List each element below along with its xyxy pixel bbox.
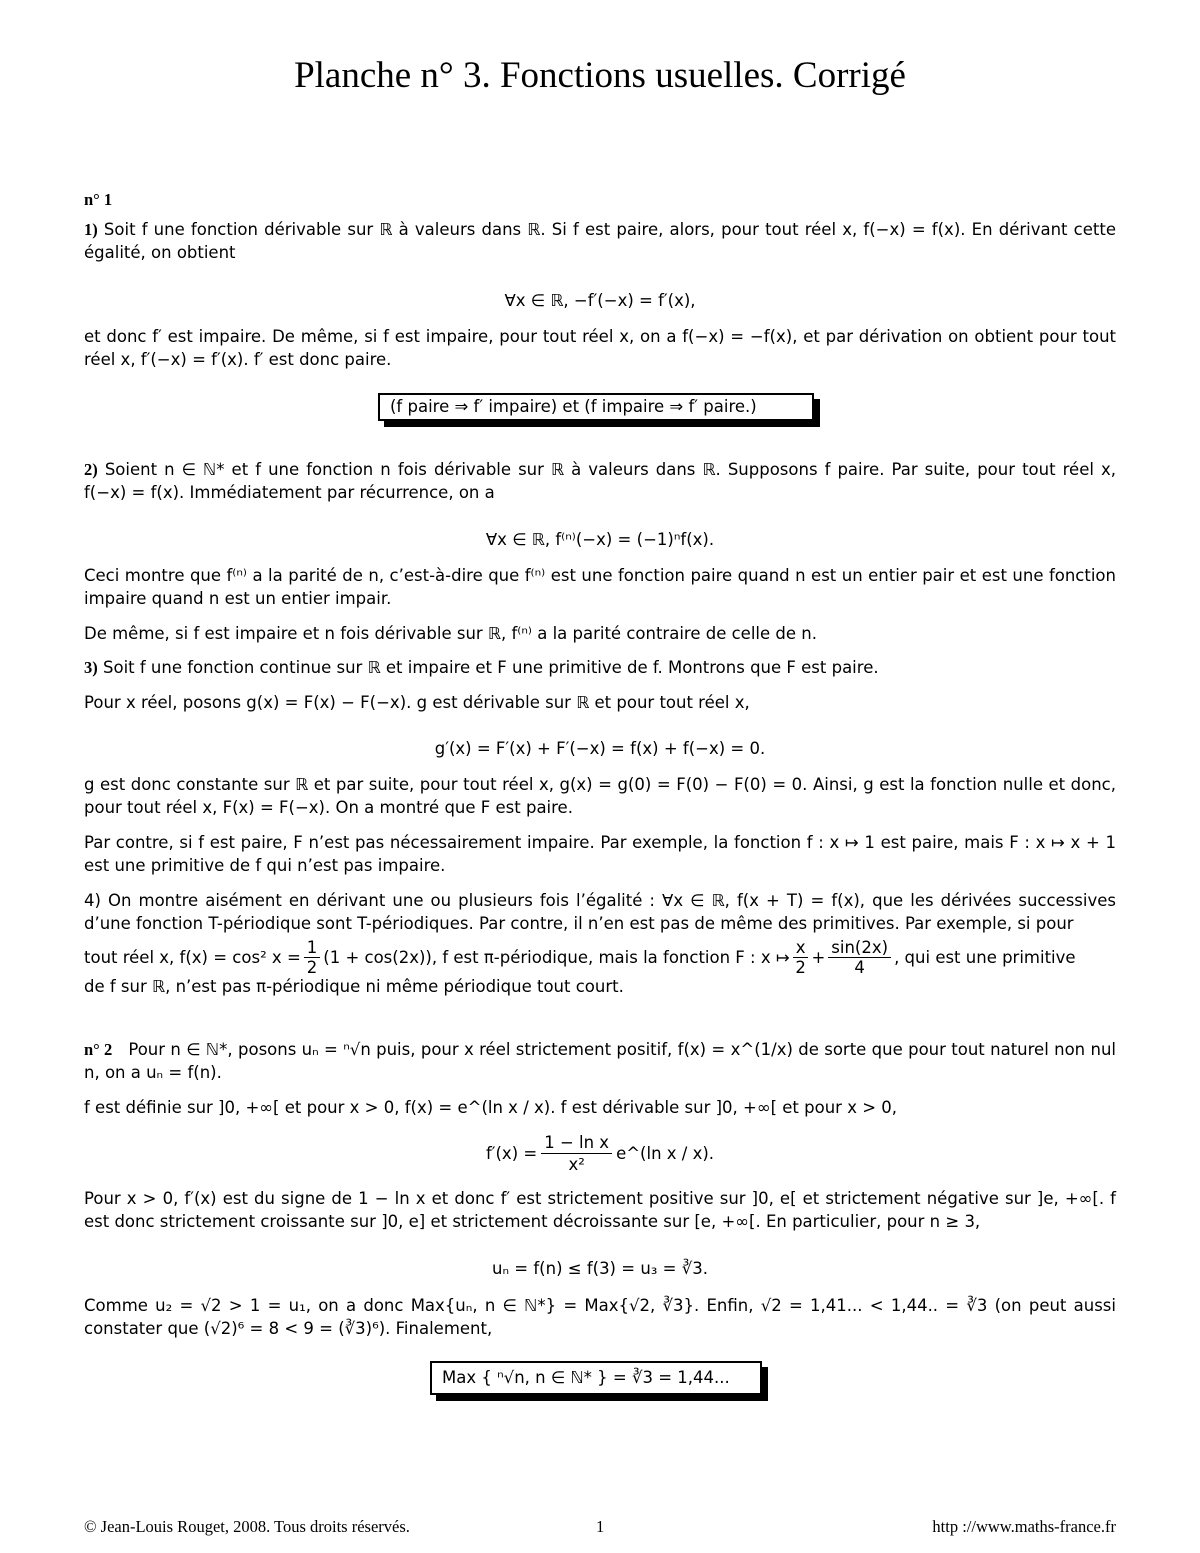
- ex2-paragraph-3: Pour x > 0, f′(x) est du signe de 1 − ln x et donc f′ est strictement positive sur ]0, e[ et strictement négative sur ]e, +∞[. f est donc strictement croissante sur ]0, e] et strictement décroissante sur [e, +∞[. En particulier, pour n ≥ 3,: [84, 1189, 1116, 1231]
- ex2-boxed-result: Max { ⁿ√n, n ∈ ℕ* } = ∛3 = 1,44...: [430, 1361, 762, 1395]
- fraction-sin-over-4: [828, 938, 891, 977]
- item-number: 3): [84, 658, 98, 677]
- formula-text: +: [811, 947, 826, 967]
- ex1-paragraph-3: [84, 458, 1116, 504]
- ex1-boxed-result: (f paire ⇒ f′ impaire) et (f impaire ⇒ f′ paire.): [378, 393, 814, 421]
- equation-right: e^(ln x / x).: [616, 1144, 715, 1163]
- footer-url[interactable]: http ://www.maths-france.fr: [932, 1517, 1116, 1536]
- ex1-p3-text: Soient n ∈ ℕ* et f une fonction n fois dérivable sur ℝ à valeurs dans ℝ. Supposons f paire. Par suite, pour tout réel x, f(−x) = f(x). Immédiatement par récurrence, on a: [84, 460, 1116, 502]
- item-number: 4): [84, 891, 101, 910]
- ex1-equation-1: ∀x ∈ ℝ, −f′(−x) = f′(x),: [504, 291, 696, 310]
- fraction-denominator: 2: [306, 957, 318, 977]
- fraction-denominator: x²: [568, 1155, 585, 1174]
- exercise-2-heading: n° 2: [84, 1040, 113, 1059]
- ex1-equation-3: g′(x) = F′(x) + F′(−x) = f(x) + f(−x) = 0.: [434, 739, 766, 758]
- fraction-numerator: 1: [304, 938, 321, 958]
- exercise-1-heading: n° 1: [84, 190, 113, 209]
- ex2-p1-text: Pour n ∈ ℕ*, posons uₙ = ⁿ√n puis, pour x réel strictement positif, f(x) = x^(1/x) de sorte que pour tout naturel non nul n, on a uₙ = f(n).: [84, 1040, 1116, 1082]
- page-title: Planche n° 3. Fonctions usuelles. Corrigé: [294, 55, 906, 96]
- fraction-numerator: x: [793, 938, 809, 958]
- fraction-denominator: 4: [854, 957, 865, 977]
- fraction-numerator: 1 − ln x: [541, 1132, 612, 1154]
- footer-page-number: 1: [596, 1517, 605, 1536]
- ex1-p1-text: Soit f une fonction dérivable sur ℝ à valeurs dans ℝ. Si f est paire, alors, pour tout réel x, f(−x) = f(x). En dérivant cette égalité, on obtient: [84, 220, 1116, 262]
- footer-copyright: © Jean-Louis Rouget, 2008. Tous droits réservés.: [84, 1517, 410, 1536]
- ex2-paragraph-4: Comme u₂ = √2 > 1 = u₁, on a donc Max{uₙ, n ∈ ℕ*} = Max{√2, ∛3}. Enfin, √2 = 1,41... < 1,44.. = ∛3 (on peut aussi constater que (√2)⁶ = 8 < 9 = (∛3)⁶). Finalement,: [84, 1296, 1116, 1338]
- fraction-denominator: 2: [795, 957, 806, 977]
- ex1-paragraph-7: Pour x réel, posons g(x) = F(x) − F(−x). g est dérivable sur ℝ et pour tout réel x,: [84, 693, 750, 712]
- item-number: 2): [84, 460, 98, 479]
- ex1-paragraph-10: [84, 889, 1116, 935]
- ex1-paragraph-4: Ceci montre que f⁽ⁿ⁾ a la parité de n, c’est-à-dire que f⁽ⁿ⁾ est une fonction paire quand n est un entier pair et est une fonction impaire quand n est un entier impair.: [84, 566, 1116, 608]
- ex1-paragraph-10-end: de f sur ℝ, n’est pas π-périodique ni même périodique tout court.: [84, 977, 624, 996]
- ex2-paragraph-2: f est définie sur ]0, +∞[ et pour x > 0, f(x) = e^(ln x / x). f est dérivable sur ]0, +∞[ et pour x > 0,: [84, 1098, 898, 1117]
- ex1-paragraph-1: [84, 218, 1116, 264]
- ex1-p10-text: On montre aisément en dérivant une ou plusieurs fois l’égalité : ∀x ∈ ℝ, f(x + T) = f(x), que les dérivées successives d’une fonction T-périodique sont T-périodiques. Par contre, il n’en est pas de même des primitives. Par exemple, si pour: [84, 891, 1116, 933]
- ex1-p6-text: Soit f une fonction continue sur ℝ et impaire et F une primitive de f. Montrons que F est paire.: [103, 658, 879, 677]
- ex1-paragraph-5: De même, si f est impaire et n fois dérivable sur ℝ, f⁽ⁿ⁾ a la parité contraire de celle de n.: [84, 624, 817, 643]
- ex2-paragraph-1: [84, 1038, 1116, 1084]
- fraction-x-over-2: [793, 938, 809, 977]
- ex1-paragraph-10-formula-line: [84, 934, 1124, 980]
- ex1-paragraph-2: et donc f′ est impaire. De même, si f est impaire, pour tout réel x, on a f(−x) = −f(x), et par dérivation on obtient pour tout réel x, f′(−x) = f′(x). f′ est donc paire.: [84, 327, 1116, 369]
- ex1-paragraph-6: [84, 656, 1116, 679]
- ex1-paragraph-9: Par contre, si f est paire, F n’est pas nécessairement impaire. Par exemple, la fonction f : x ↦ 1 est paire, mais F : x ↦ x + 1 est une primitive de f qui n’est pas impaire.: [84, 833, 1116, 875]
- formula-text: tout réel x, f(x) = cos² x =: [84, 947, 301, 967]
- ex2-equation-1: [0, 1132, 1200, 1175]
- formula-text: (1 + cos(2x)), f est π-périodique, mais la fonction F : x ↦: [323, 947, 790, 967]
- ex2-equation-2: uₙ = f(n) ≤ f(3) = u₃ = ∛3.: [492, 1259, 708, 1278]
- ex1-equation-2: ∀x ∈ ℝ, f⁽ⁿ⁾(−x) = (−1)ⁿf(x).: [485, 530, 715, 549]
- equation-left: f′(x) =: [485, 1144, 538, 1163]
- formula-text: , qui est une primitive: [894, 947, 1076, 967]
- fraction-one-half: [304, 938, 321, 977]
- fraction-numerator: sin(2x): [828, 938, 891, 958]
- item-number: 1): [84, 220, 98, 239]
- derivative-fraction: [541, 1132, 612, 1175]
- ex1-paragraph-8: g est donc constante sur ℝ et par suite, pour tout réel x, g(x) = g(0) = F(0) − F(0) = 0. Ainsi, g est la fonction nulle et donc, pour tout réel x, F(x) = F(−x). On a montré que F est paire.: [84, 775, 1116, 817]
